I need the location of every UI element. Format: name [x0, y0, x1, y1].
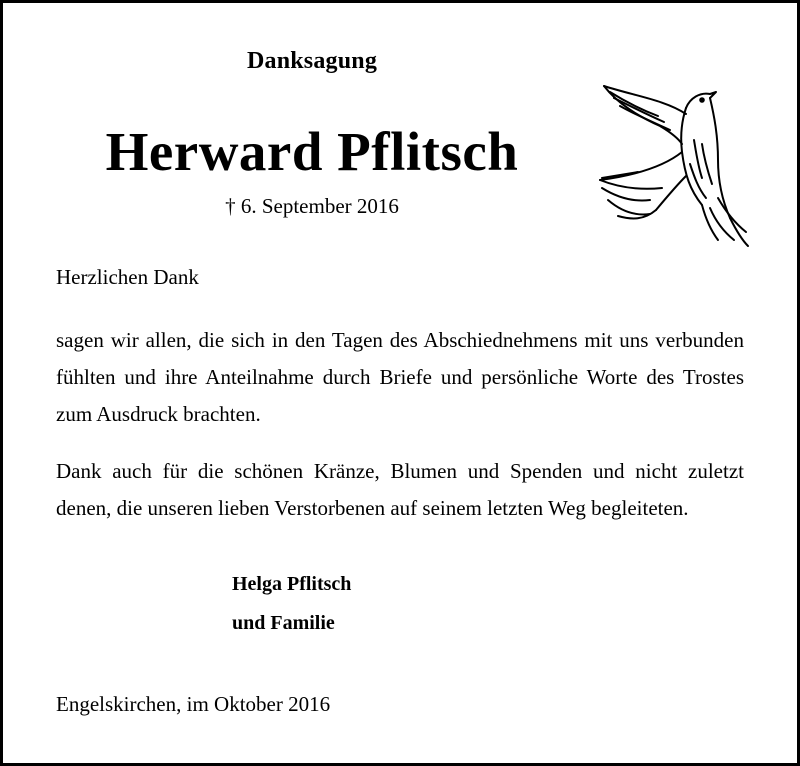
deceased-name: Herward Pflitsch: [105, 121, 519, 182]
thanks-paragraph-2: Dank auch für die schönen Kränze, Blumen und Spenden und nicht zuletzt denen, die unseren lieben Verstorbenen auf seinem letzten Weg begleiteten.: [56, 459, 744, 520]
thanks-paragraph-1: sagen wir allen, die sich in den Tagen des Abschiednehmens mit uns verbunden fühlten und ihre Anteilnahme durch Briefe und persönliche Worte des Trostes zum Ausdruck brachten.: [56, 328, 744, 426]
signature-name: Helga Pflitsch: [232, 573, 352, 595]
signature-family: und Familie: [232, 612, 335, 634]
notice-header: Danksagung: [246, 48, 378, 74]
place-date: Engelskirchen, im Oktober 2016: [56, 692, 331, 716]
death-date: † 6. September 2016: [225, 194, 399, 218]
dove-icon: [590, 80, 755, 255]
greeting-text: Herzlichen Dank: [56, 265, 199, 289]
